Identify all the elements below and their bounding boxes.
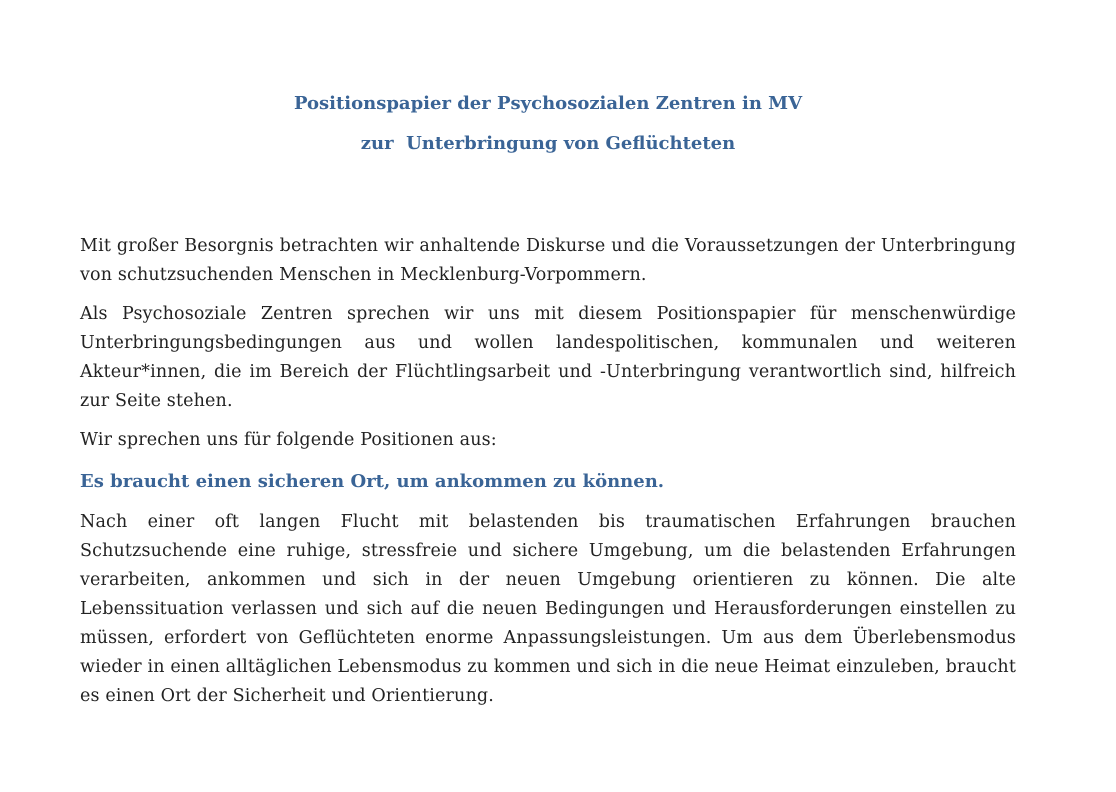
section-paragraph: Nach einer oft langen Flucht mit belastenden bis traumatischen Erfahrungen brauchen Schutzsuchende eine ruhige, stressfreie und sichere Umgebung, um die belastenden Erfahrungen verarbeiten, ankommen und sich in der neuen Umgebung orientieren zu können. Die alte Lebenssituation verlassen und sich auf die neuen Bedingungen und Herausforderungen einstellen zu müssen, erfordert von Geflüchteten enorme Anpassungsleistungen. Um aus dem Überlebensmodus wieder in einen alltäglichen Lebensmodus zu kommen und sich in die neue Heimat einzuleben, braucht es einen Ort der Sicherheit und Orientierung. [80,512,1016,706]
document-subtitle: zur Unterbringung von Geflüchteten [360,133,736,154]
position-paragraph: Als Psychosoziale Zentren sprechen wir uns mit diesem Positionspapier für menschenwürdige Unterbringungsbedingungen aus und wollen landespolitischen, kommunalen und weiteren Akteur*innen, die im Bereich der Flüchtlingsarbeit und -Unterbringung verantwortlich sind, hilfreich zur Seite stehen. [80,304,1016,411]
document-body [80,232,1016,721]
positions-intro-paragraph: Wir sprechen uns für folgende Positionen aus: [80,430,497,450]
title-block [0,84,1096,164]
intro-paragraph: Mit großer Besorgnis betrachten wir anhaltende Diskurse und die Voraussetzungen der Unterbringung von schutzsuchenden Menschen in Mecklenburg-Vorpommern. [80,236,1016,285]
document-title: Positionspapier der Psychosozialen Zentren in MV [293,93,803,114]
section-heading: Es braucht einen sicheren Ort, um ankommen zu können. [80,471,665,492]
